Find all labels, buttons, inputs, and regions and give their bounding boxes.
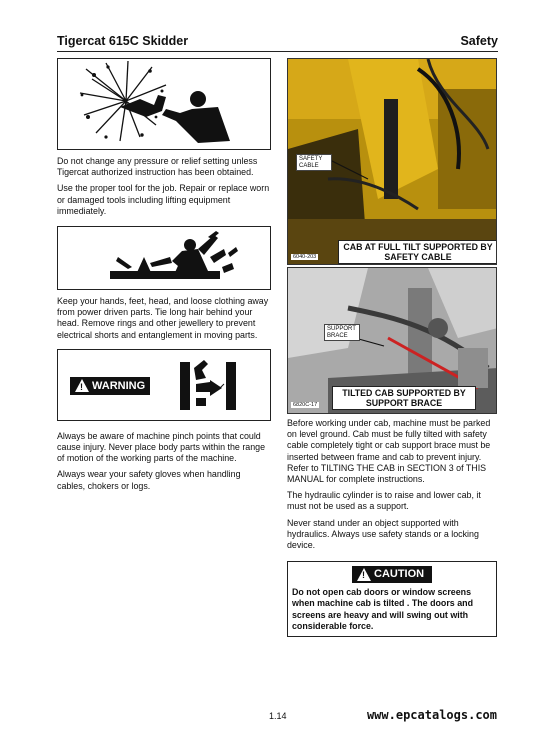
photo1-figure-code: 6040-203 bbox=[293, 254, 317, 260]
paragraph-pinch: Always be aware of machine pinch points that could cause injury. Never place body parts within the range of motion of the working parts of the machine. bbox=[57, 430, 266, 464]
safety-cable-callout: SAFETY CABLE bbox=[296, 154, 332, 171]
left-column bbox=[57, 58, 271, 492]
power-driven-parts-icon bbox=[58, 227, 270, 289]
watermark-url: www.epcatalogs.com bbox=[366, 708, 497, 722]
caution-text: Do not open cab doors or window screens when machine cab is tilted . The doors and screens are heavy and will swing out with considerable force. bbox=[292, 587, 473, 631]
support-brace-callout: SUPPORT BRACE bbox=[324, 324, 360, 341]
caution-label bbox=[352, 566, 432, 583]
photo-cab-support-brace bbox=[287, 267, 497, 414]
right-column bbox=[287, 58, 497, 637]
entanglement-hazard-pictogram bbox=[57, 226, 271, 290]
section-title: Safety bbox=[460, 34, 498, 48]
photo2-caption: TILTED CAB SUPPORTED BY SUPPORT BRACE bbox=[332, 386, 476, 410]
paragraph-never-stand: Never stand under an object supported with hydraulics. Always use safety stands or a locking device. bbox=[287, 517, 479, 551]
photo1-caption: CAB AT FULL TILT SUPPORTED BY SAFETY CABLE bbox=[338, 240, 497, 264]
high-pressure-burst-icon bbox=[58, 59, 270, 149]
paragraph-gloves: Always wear your safety gloves when handling cables, chokers or logs. bbox=[57, 469, 241, 491]
header-rule bbox=[57, 51, 498, 52]
caution-exclamation-icon: ! bbox=[362, 570, 365, 581]
caution-box bbox=[287, 561, 497, 637]
pinch-point-warning-pictogram bbox=[57, 349, 271, 421]
paragraph-under-cab: Before working under cab, machine must be parked on level ground. Cab must be fully tilted with safety cable completely tight or cab support brace must be inserted between frame and cab to prevent injury. Refer to TILTING THE CAB in SECTION 3 of THIS MANUAL for complete instructions. bbox=[287, 418, 491, 485]
warning-exclamation-icon: ! bbox=[80, 381, 83, 392]
photo-cab-full-tilt bbox=[287, 58, 497, 265]
pressure-hazard-pictogram bbox=[57, 58, 271, 150]
paragraph-cylinder: The hydraulic cylinder is to raise and lower cab, it must not be used as a support. bbox=[287, 490, 481, 512]
manual-title: Tigercat 615C Skidder bbox=[57, 34, 189, 48]
warning-label bbox=[70, 377, 150, 395]
pinch-point-hand-icon bbox=[166, 354, 256, 416]
warning-label-text: WARNING bbox=[92, 379, 146, 392]
page-number: 1.14 bbox=[269, 711, 287, 721]
paragraph-pressure: Do not change any pressure or relief setting unless Tigercat authorized instruction has been obtained. bbox=[57, 156, 258, 178]
caution-label-text: CAUTION bbox=[374, 568, 425, 581]
paragraph-tools: Use the proper tool for the job. Repair or replace worn or damaged tools including lifting equipment immediately. bbox=[57, 183, 270, 216]
photo2-figure-code: 6820C-17 bbox=[293, 402, 318, 408]
paragraph-hands: Keep your hands, feet, head, and loose clothing away from power driven parts. Tie long hair behind your head. Remove rings and other jewellery to prevent electrical shorts and entanglement in moving parts. bbox=[57, 296, 269, 340]
